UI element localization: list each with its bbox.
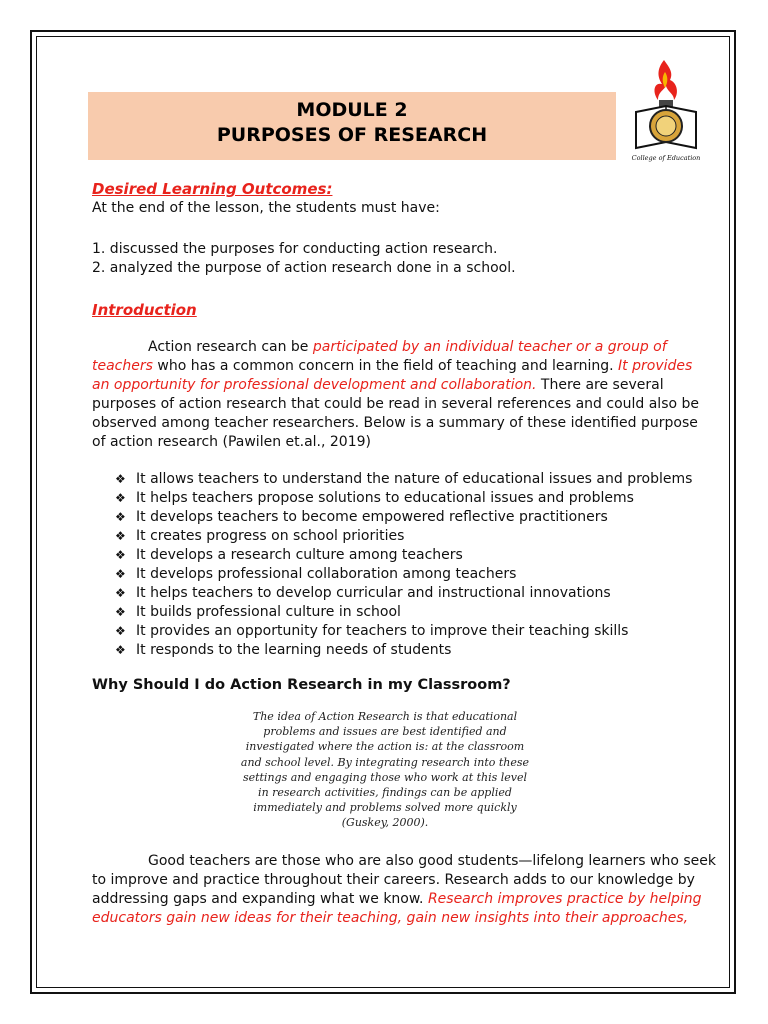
diamond-bullet-icon: ❖ — [115, 567, 126, 581]
why-heading: Why Should I do Action Research in my Classroom? — [92, 677, 511, 693]
quote-line: investigated where the action is: at the classroom — [245, 740, 525, 754]
list-item: ❖ It develops teachers to become empowered reflective practitioners — [115, 509, 608, 525]
outcomes-heading: Desired Learning Outcomes: — [92, 180, 333, 198]
quote-line: and school level. By integrating research into these — [240, 755, 530, 769]
list-item: ❖ It helps teachers to develop curricular and instructional innovations — [115, 585, 611, 601]
intro-text: There are several — [536, 377, 664, 393]
closing-paragraph — [92, 852, 716, 928]
diamond-bullet-icon: ❖ — [115, 605, 126, 619]
module-title: PURPOSES OF RESEARCH — [216, 124, 488, 146]
introduction-paragraph — [92, 338, 700, 452]
outcomes-intro: At the end of the lesson, the students must have: — [92, 200, 440, 216]
logo-caption: College of Education — [631, 154, 701, 162]
intro-text: observed among teacher researchers. Below is a summary of these identified purpose — [92, 415, 698, 431]
module-number: MODULE 2 — [296, 99, 408, 121]
intro-text: who has a common concern in the field of teaching and learning. — [152, 358, 619, 374]
module-title-box — [88, 92, 616, 160]
diamond-bullet-icon: ❖ — [115, 491, 126, 505]
diamond-bullet-icon: ❖ — [115, 586, 126, 600]
intro-highlight: an opportunity for professional development and collaboration. — [92, 377, 537, 393]
diamond-bullet-icon: ❖ — [115, 472, 126, 486]
quote-line: problems and issues are best identified and — [263, 725, 507, 739]
closing-text: to improve and practice throughout their careers. Research adds to our knowledge by — [92, 872, 695, 888]
quote-line: The idea of Action Research is that educational — [252, 710, 518, 723]
quote-line: immediately and problems solved more quickly — [253, 801, 517, 815]
guskey-quote — [240, 709, 530, 831]
quote-line: in research activities, findings can be applied — [258, 786, 512, 800]
list-item: ❖ It provides an opportunity for teachers to improve their teaching skills — [115, 623, 629, 639]
quote-line: settings and engaging those who work at this level — [242, 770, 528, 784]
list-item: ❖ It develops professional collaboration among teachers — [115, 566, 517, 582]
intro-text: of action research (Pawilen et.al., 2019) — [92, 434, 371, 450]
introduction-heading: Introduction — [92, 301, 197, 319]
quote-line: (Guskey, 2000). — [341, 816, 429, 830]
closing-highlight: Research improves practice by helping — [427, 891, 702, 907]
closing-highlight: educators gain new ideas for their teaching, gain new insights into their approaches, — [92, 910, 689, 926]
intro-text: Action research can be — [148, 339, 313, 355]
closing-text: addressing gaps and expanding what we know. — [92, 891, 428, 907]
outcome-item-1: 1. discussed the purposes for conducting action research. — [92, 241, 498, 257]
list-item: ❖ It responds to the learning needs of students — [115, 642, 452, 658]
intro-text: purposes of action research that could be read in several references and could also be — [92, 396, 700, 412]
list-item: ❖ It creates progress on school priorities — [115, 528, 405, 544]
purposes-list — [115, 470, 692, 660]
diamond-bullet-icon: ❖ — [115, 510, 126, 524]
closing-text: Good teachers are those who are also good students—lifelong learners who seek — [148, 853, 716, 869]
intro-highlight: It provides — [618, 358, 693, 374]
diamond-bullet-icon: ❖ — [115, 643, 126, 657]
list-item: ❖ It builds professional culture in school — [115, 604, 401, 620]
outcome-item-2: 2. analyzed the purpose of action research done in a school. — [92, 260, 516, 276]
diamond-bullet-icon: ❖ — [115, 624, 126, 638]
list-item: ❖ It develops a research culture among teachers — [115, 547, 463, 563]
diamond-bullet-icon: ❖ — [115, 548, 126, 562]
college-of-education-logo-icon — [628, 56, 704, 168]
intro-highlight: teachers — [92, 358, 153, 374]
diamond-bullet-icon: ❖ — [115, 529, 126, 543]
list-item: ❖ It helps teachers propose solutions to educational issues and problems — [115, 490, 634, 506]
intro-highlight: participated by an individual teacher or a group of — [312, 339, 667, 355]
list-item: ❖ It allows teachers to understand the nature of educational issues and problems — [115, 471, 693, 487]
